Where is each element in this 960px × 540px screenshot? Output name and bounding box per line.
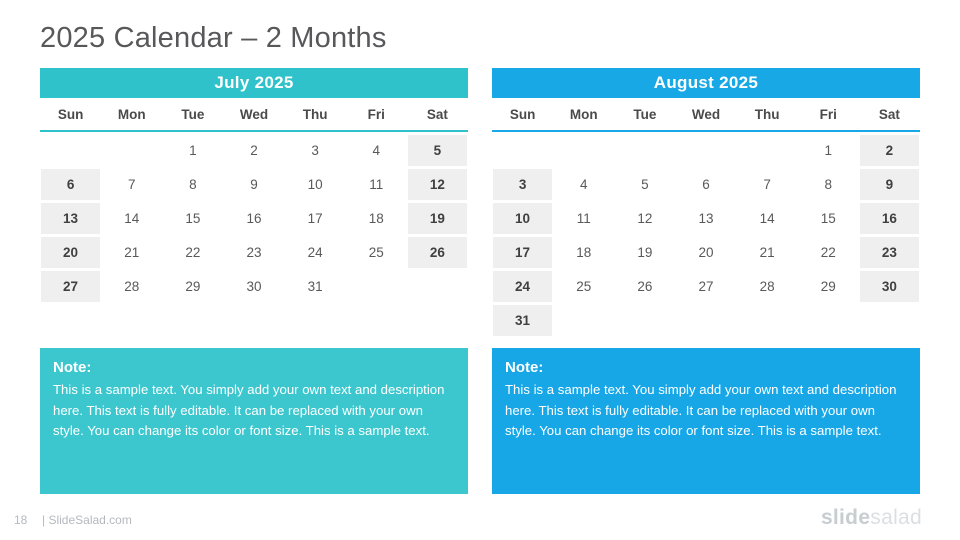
day-cell-empty bbox=[554, 305, 613, 336]
day-cell-august-18: 18 bbox=[576, 245, 592, 260]
day-cell-july-6: 6 bbox=[41, 169, 100, 200]
day-cell-july-25: 25 bbox=[368, 245, 384, 260]
day-cell-august-23: 23 bbox=[860, 237, 919, 268]
day-cell-july-10: 10 bbox=[307, 177, 323, 192]
weekday-label: Sat bbox=[426, 106, 448, 122]
day-cell-august-6: 6 bbox=[702, 177, 710, 192]
day-cell-empty bbox=[615, 135, 674, 166]
day-cell-august-7: 7 bbox=[763, 177, 771, 192]
day-cell-august-5: 5 bbox=[641, 177, 649, 192]
day-cell-august-14: 14 bbox=[759, 211, 775, 226]
day-cell-august-9: 9 bbox=[860, 169, 919, 200]
day-cell-july-2: 2 bbox=[250, 143, 258, 158]
day-cell-july-16: 16 bbox=[246, 211, 262, 226]
month-header-july: July 2025 bbox=[40, 68, 468, 98]
calendar-column-july bbox=[40, 68, 468, 494]
weekday-label: Sun bbox=[509, 106, 536, 122]
day-cell-july-26: 26 bbox=[408, 237, 467, 268]
day-cell-july-20: 20 bbox=[41, 237, 100, 268]
day-cell-july-15: 15 bbox=[185, 211, 201, 226]
day-cell-empty bbox=[493, 135, 552, 166]
day-cell-august-22: 22 bbox=[820, 245, 836, 260]
day-cell-august-3: 3 bbox=[493, 169, 552, 200]
weekday-label: Wed bbox=[239, 106, 269, 122]
day-cell-august-2: 2 bbox=[860, 135, 919, 166]
day-cell-august-16: 16 bbox=[860, 203, 919, 234]
day-cell-empty bbox=[615, 305, 674, 336]
calendar bbox=[40, 68, 468, 348]
note-box-july bbox=[40, 348, 468, 494]
day-grid bbox=[492, 135, 920, 336]
day-cell-empty bbox=[102, 135, 161, 166]
day-cell-empty bbox=[860, 305, 919, 336]
day-cell-august-27: 27 bbox=[698, 279, 714, 294]
day-cell-august-17: 17 bbox=[493, 237, 552, 268]
calendar-columns bbox=[40, 68, 920, 494]
day-cell-july-27: 27 bbox=[41, 271, 100, 302]
note-heading: Note: bbox=[53, 359, 92, 376]
logo-part-salad: salad bbox=[870, 506, 922, 529]
day-cell-august-19: 19 bbox=[637, 245, 653, 260]
day-cell-august-26: 26 bbox=[637, 279, 653, 294]
weekday-label: Thu bbox=[754, 106, 780, 122]
day-cell-empty bbox=[554, 135, 613, 166]
weekday-label: Thu bbox=[302, 106, 328, 122]
page-title: 2025 Calendar – 2 Months bbox=[40, 22, 387, 54]
day-cell-july-19: 19 bbox=[408, 203, 467, 234]
slidesalad-logo bbox=[821, 506, 922, 530]
day-cell-july-9: 9 bbox=[250, 177, 258, 192]
day-cell-august-15: 15 bbox=[820, 211, 836, 226]
day-cell-august-24: 24 bbox=[493, 271, 552, 302]
day-cell-july-5: 5 bbox=[408, 135, 467, 166]
day-cell-july-1: 1 bbox=[189, 143, 197, 158]
day-cell-july-13: 13 bbox=[41, 203, 100, 234]
weekday-label: Fri bbox=[819, 106, 837, 122]
day-cell-august-28: 28 bbox=[759, 279, 775, 294]
day-cell-august-12: 12 bbox=[637, 211, 653, 226]
day-cell-empty bbox=[676, 135, 735, 166]
day-cell-august-4: 4 bbox=[579, 177, 588, 192]
day-cell-empty bbox=[799, 305, 858, 336]
weekday-label: Fri bbox=[367, 106, 385, 122]
day-cell-empty bbox=[738, 135, 797, 166]
day-grid bbox=[40, 135, 468, 302]
calendar-column-august bbox=[492, 68, 920, 494]
weekday-label: Sun bbox=[57, 106, 84, 122]
day-cell-august-13: 13 bbox=[698, 211, 714, 226]
day-cell-july-17: 17 bbox=[307, 211, 323, 226]
day-cell-august-1: 1 bbox=[824, 143, 833, 158]
weekday-label: Tue bbox=[181, 106, 205, 122]
weekday-row bbox=[40, 98, 468, 132]
weekday-label: Wed bbox=[691, 106, 721, 122]
note-heading: Note: bbox=[505, 359, 544, 376]
day-cell-july-14: 14 bbox=[124, 211, 140, 226]
day-cell-august-25: 25 bbox=[576, 279, 592, 294]
day-cell-july-23: 23 bbox=[246, 245, 262, 260]
day-cell-august-10: 10 bbox=[493, 203, 552, 234]
month-header-august: August 2025 bbox=[492, 68, 920, 98]
day-cell-july-30: 30 bbox=[246, 279, 262, 294]
day-cell-empty bbox=[41, 135, 100, 166]
day-cell-july-31: 31 bbox=[307, 279, 323, 294]
day-cell-august-29: 29 bbox=[820, 279, 836, 294]
note-body: This is a sample text. You simply add your own text and description here. This text is fully editable. It can be replaced with your own style. You can change its color or font size. This is a sample text. bbox=[53, 382, 445, 438]
day-cell-july-28: 28 bbox=[124, 279, 140, 294]
weekday-label: Mon bbox=[569, 106, 598, 122]
weekday-row bbox=[492, 98, 920, 132]
day-cell-august-20: 20 bbox=[698, 245, 714, 260]
day-cell-july-12: 12 bbox=[408, 169, 467, 200]
page-number: 18 bbox=[14, 513, 28, 527]
day-cell-july-21: 21 bbox=[124, 245, 140, 260]
day-cell-july-3: 3 bbox=[311, 143, 319, 158]
day-cell-august-8: 8 bbox=[824, 177, 833, 192]
day-cell-empty bbox=[408, 271, 467, 302]
day-cell-july-24: 24 bbox=[307, 245, 323, 260]
day-cell-empty bbox=[347, 271, 406, 302]
day-cell-empty bbox=[738, 305, 797, 336]
day-cell-august-31: 31 bbox=[493, 305, 552, 336]
day-cell-july-11: 11 bbox=[369, 177, 384, 192]
footer-brand-text: | SlideSalad.com bbox=[42, 513, 132, 527]
day-cell-empty bbox=[676, 305, 735, 336]
calendar bbox=[492, 68, 920, 348]
weekday-label: Mon bbox=[117, 106, 146, 122]
day-cell-july-8: 8 bbox=[189, 177, 197, 192]
weekday-label: Tue bbox=[633, 106, 657, 122]
day-cell-august-11: 11 bbox=[576, 211, 591, 226]
day-cell-july-7: 7 bbox=[127, 177, 136, 192]
note-box-august bbox=[492, 348, 920, 494]
note-body: This is a sample text. You simply add your own text and description here. This text is fully editable. It can be replaced with your own style. You can change its color or font size. This is a sample text. bbox=[505, 382, 897, 438]
logo-part-slide: slide bbox=[820, 506, 871, 529]
day-cell-july-22: 22 bbox=[185, 245, 201, 260]
day-cell-july-4: 4 bbox=[372, 143, 381, 158]
day-cell-july-29: 29 bbox=[185, 279, 201, 294]
day-cell-july-18: 18 bbox=[368, 211, 384, 226]
day-cell-august-21: 21 bbox=[759, 245, 775, 260]
day-cell-august-30: 30 bbox=[860, 271, 919, 302]
weekday-label: Sat bbox=[878, 106, 900, 122]
